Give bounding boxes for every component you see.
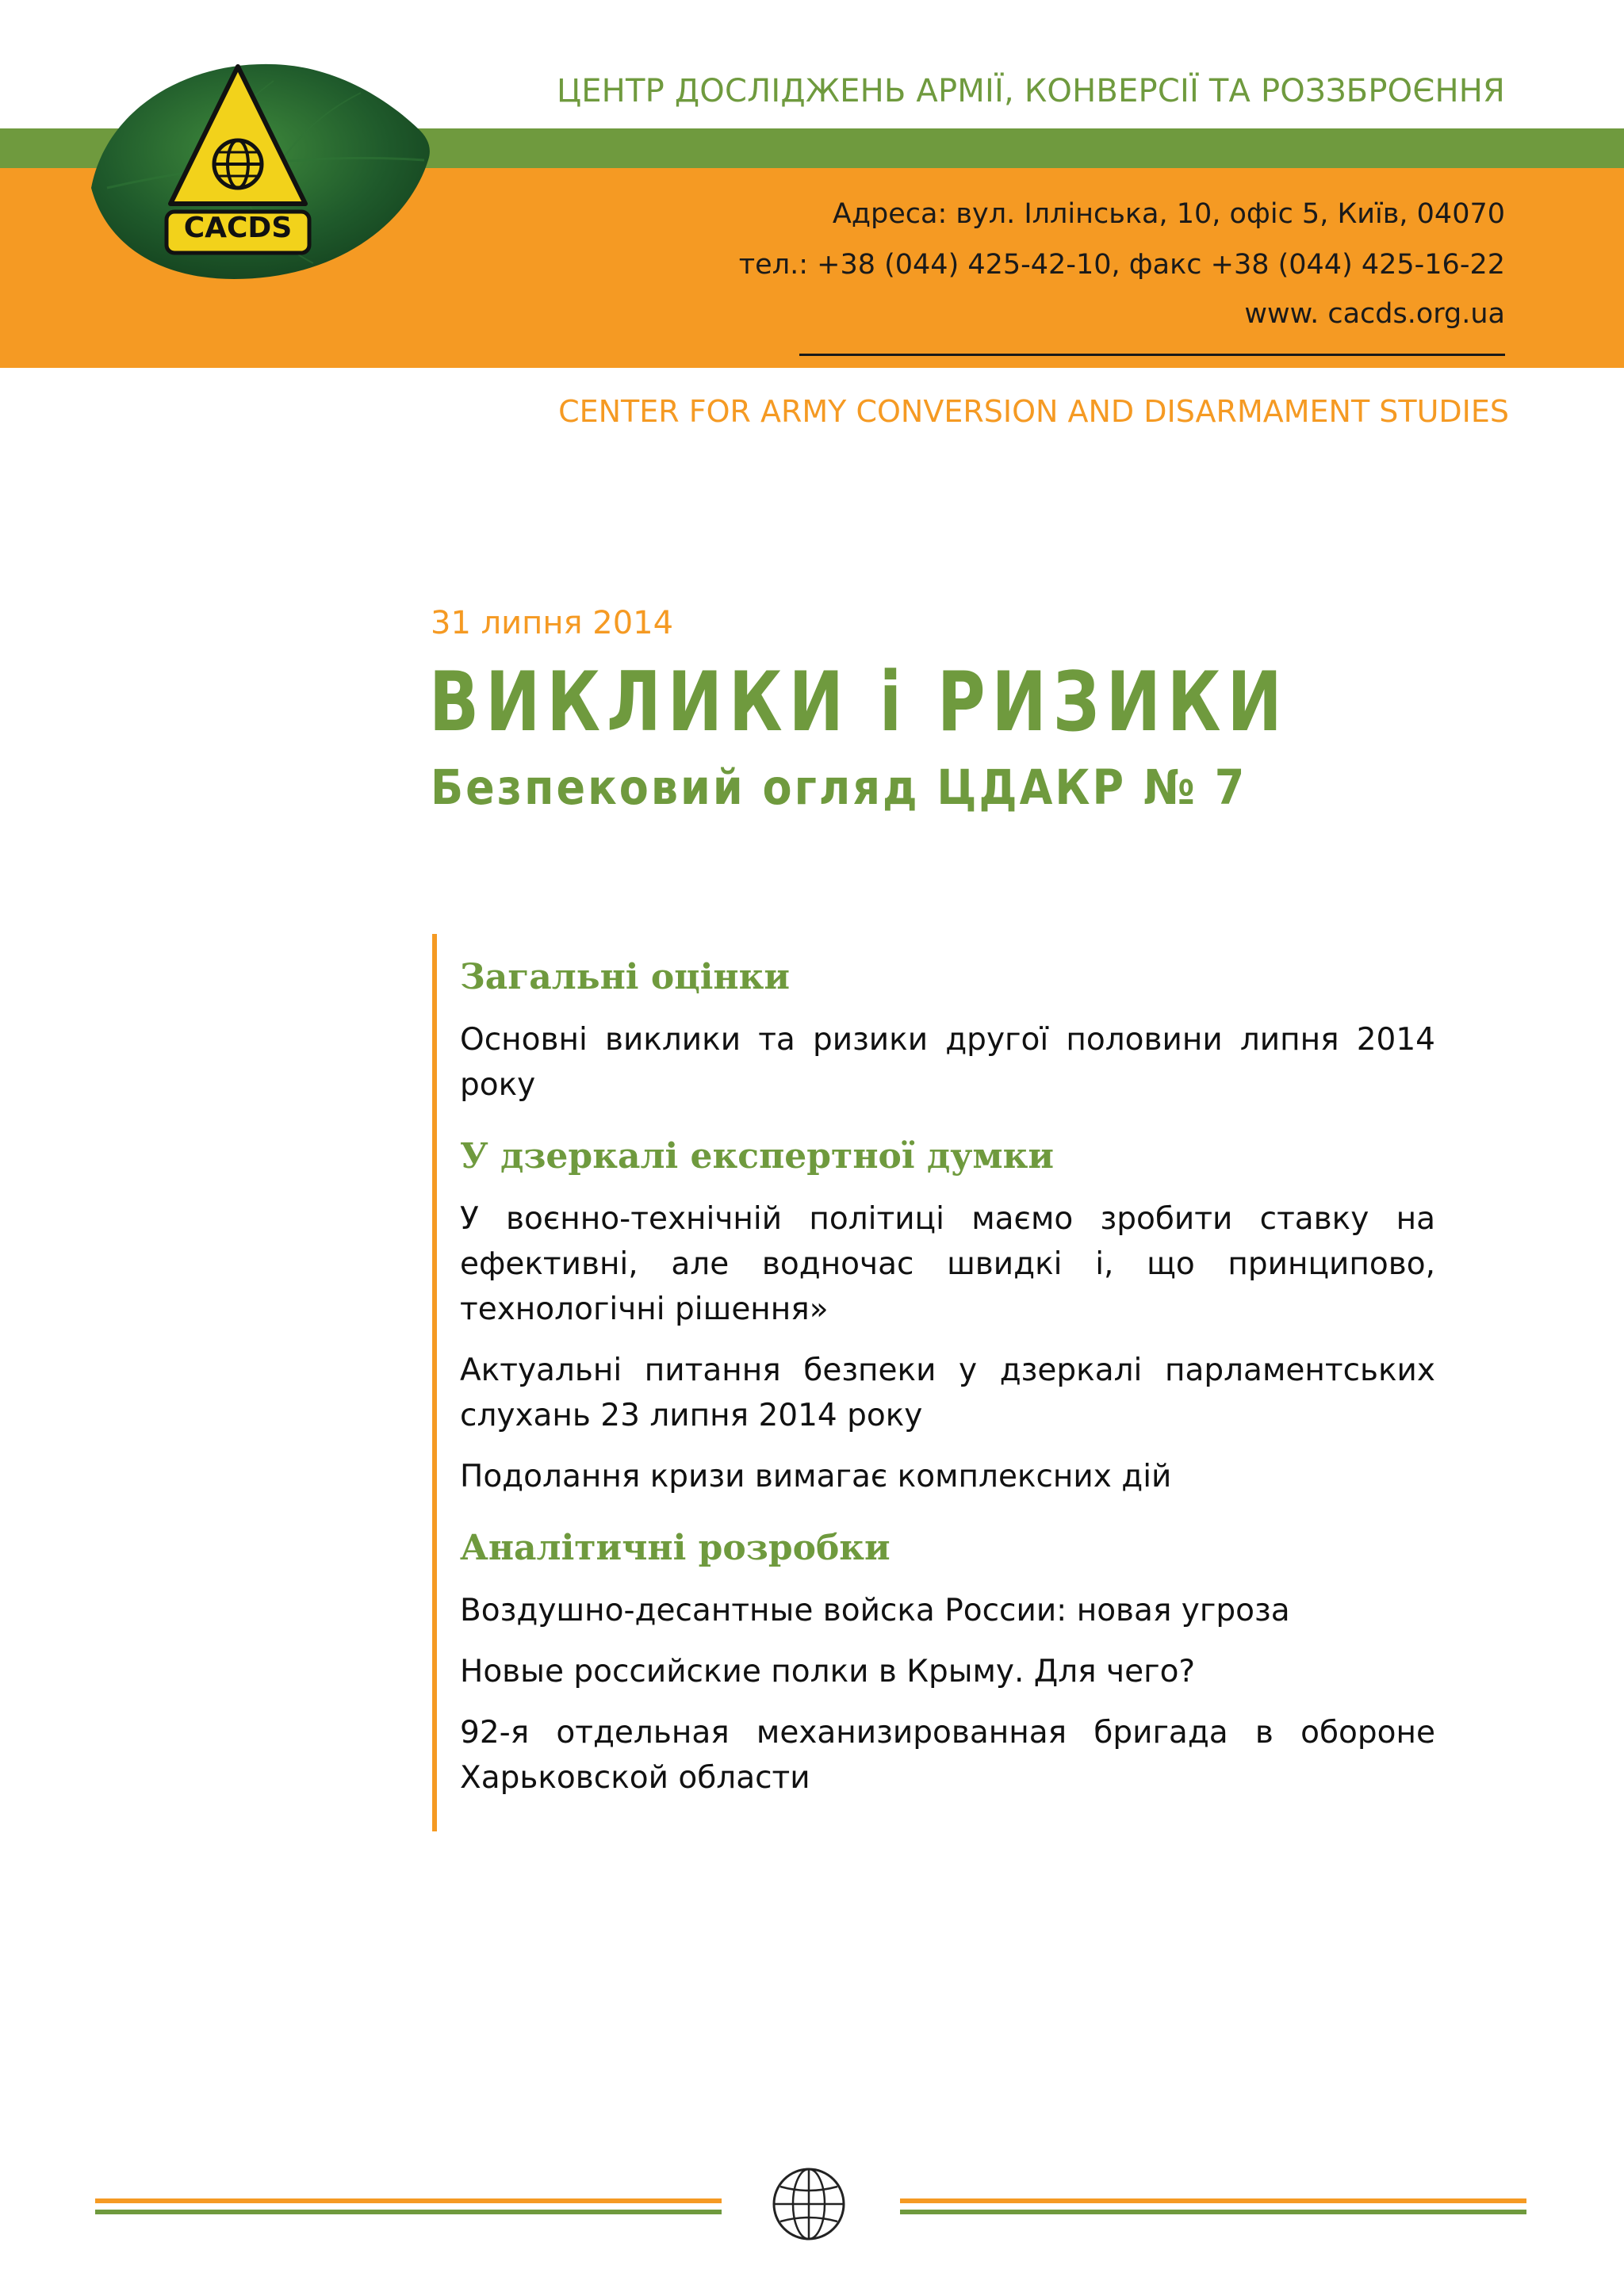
contents-item[interactable]: Новые российские полки в Крыму. Для чего?	[460, 1654, 1196, 1689]
contents-accent-rule	[432, 934, 437, 1831]
footer-rule-green-right	[900, 2210, 1526, 2214]
leaf-logo-icon	[75, 49, 440, 295]
section-analytics	[460, 1526, 1435, 1800]
contents-item[interactable]: Актуальні питання безпеки у дзеркалі парламентських слухань 23 липня 2014 року	[460, 1353, 1435, 1433]
section-expert-opinion	[460, 1135, 1435, 1499]
org-name-en: CENTER FOR ARMY CONVERSION AND DISARMAMENT STUDIES	[558, 394, 1509, 429]
table-of-contents	[460, 955, 1435, 1827]
section-heading: У дзеркалі експертної думки	[460, 1136, 1055, 1177]
contact-divider	[799, 354, 1505, 356]
contents-item[interactable]: Воздушно-десантные войска России: новая угроза	[460, 1593, 1290, 1628]
footer-rule-green-left	[95, 2210, 722, 2214]
contents-item[interactable]: Подолання кризи вимагає комплексних дій	[460, 1459, 1172, 1494]
logo-text: CACDS	[183, 212, 293, 244]
issue-subtitle: Безпековий огляд ЦДАКР № 7	[431, 760, 1247, 816]
globe-icon	[769, 2164, 848, 2244]
contents-item[interactable]: 92-я отдельная механизированная бригада в обороне Харьковской области	[460, 1715, 1435, 1796]
org-name-ua: ЦЕНТР ДОСЛІДЖЕНЬ АРМІЇ, КОНВЕРСІЇ ТА РОЗЗБРОЄННЯ	[556, 73, 1505, 109]
section-heading: Загальні оцінки	[460, 957, 791, 997]
address: Адреса: вул. Іллінська, 10, офіс 5, Київ, 04070	[832, 198, 1505, 230]
issue-title: ВИКЛИКИ і РИЗИКИ	[429, 655, 1289, 750]
website-link[interactable]: www. cacds.org.ua	[1244, 298, 1505, 330]
contents-item[interactable]: Основні виклики та ризики другої половини липня 2014 року	[460, 1022, 1435, 1103]
footer-rule-orange-left	[95, 2198, 722, 2203]
phone-fax: тел.: +38 (044) 425-42-10, факс +38 (044) 425-16-22	[738, 249, 1505, 281]
issue-date: 31 липня 2014	[431, 605, 674, 641]
footer-rule-orange-right	[900, 2198, 1526, 2203]
section-heading: Аналітичні розробки	[460, 1528, 891, 1568]
section-general-assessments	[460, 955, 1435, 1108]
contents-item[interactable]: У воєнно-технічній політиці маємо зробити ставку на ефективні, але водночас швидкі і, що принципово, технологічні рішення»	[460, 1201, 1435, 1327]
